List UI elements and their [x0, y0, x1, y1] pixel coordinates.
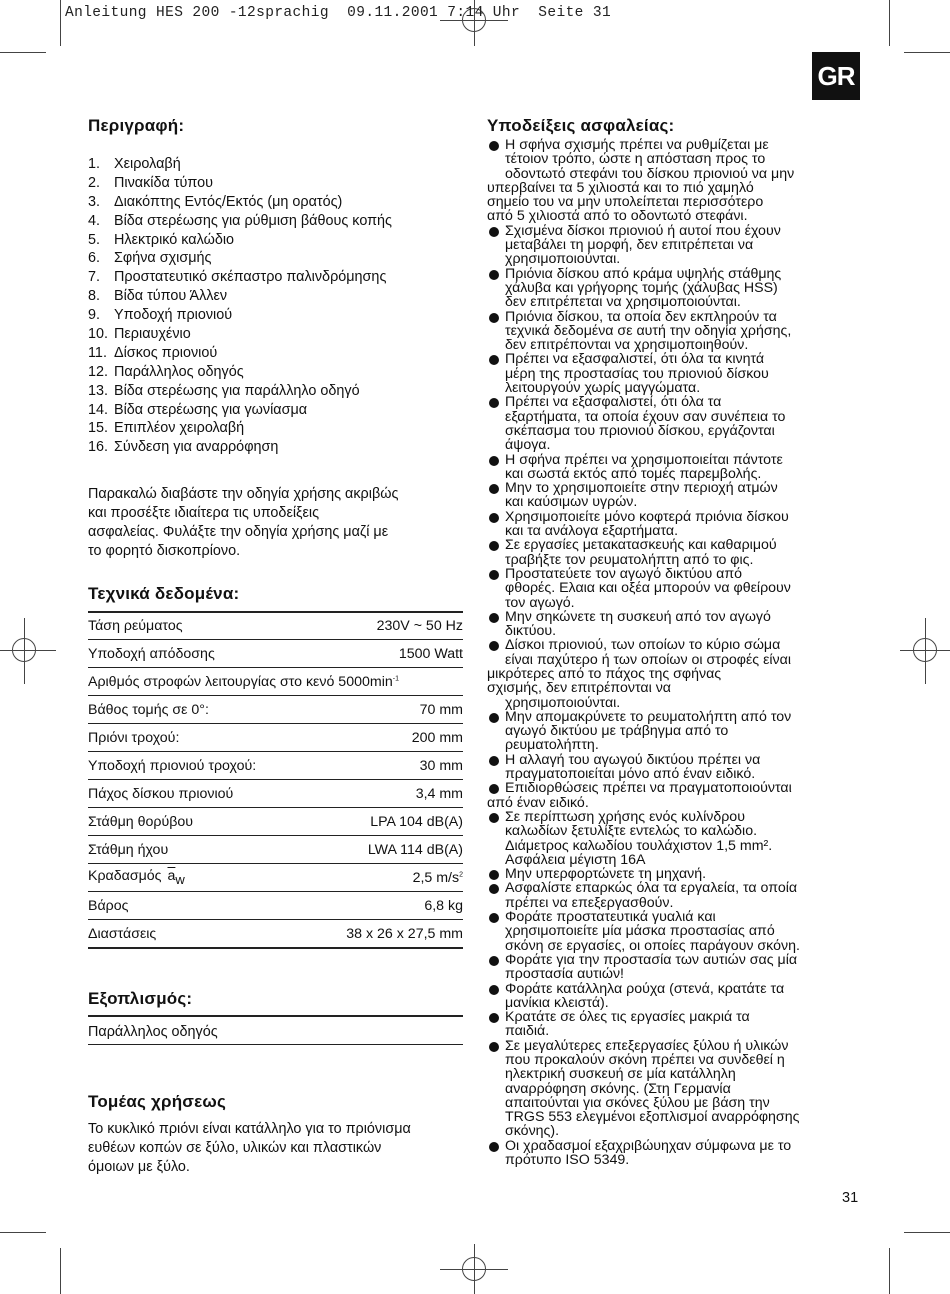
- crop-mark: [889, 1248, 890, 1294]
- text-line: Φοράτε προστατευτικά γυαλιά και: [505, 909, 716, 926]
- text-line: χρησιμοποιούνται.: [505, 694, 621, 711]
- bullet-icon: [489, 956, 499, 966]
- safety-item: [487, 1139, 862, 1168]
- text-line: Η σφήνα πρέπει να χρησιμοποιείται πάντοτε: [505, 451, 783, 468]
- text-line: Παρακαλώ διαβάστε την οδηγία χρήσης ακριβώς: [88, 486, 399, 503]
- safety-item: [487, 610, 862, 639]
- print-header: Anleitung HES 200 -12sprachig 09.11.2001 7:14 Uhr Seite 31: [65, 5, 612, 21]
- safety-item: [487, 1039, 862, 1139]
- bullet-icon: [489, 784, 499, 794]
- safety-item: [487, 138, 862, 181]
- list-item-number: 11.: [88, 344, 107, 361]
- spec-label: Στάθμη ήχου: [88, 841, 169, 858]
- safety-item: [487, 867, 862, 881]
- safety-item: [487, 953, 862, 982]
- text-line: υπερβαίνει τα 5 χιλιοστά και το πιό χαμηλό: [487, 179, 754, 196]
- text-line: πραγματοποιείται μόνο από έναν ειδικό.: [505, 766, 756, 783]
- text-line: τον αγωγό.: [505, 594, 575, 611]
- text-line: αναρρόφηση σκόνης. (Στη Γερμανία: [505, 1080, 731, 1097]
- spec-label: Τάση ρεύματος: [88, 618, 183, 635]
- text-line: ρευματολήπτη.: [505, 737, 599, 754]
- list-item: [88, 249, 463, 268]
- bullet-icon: [489, 513, 499, 523]
- list-item-text: Βίδα τύπου Άλλεν: [114, 288, 228, 305]
- text-line: σχισμής, δεν επιτρέπονται να: [487, 680, 671, 697]
- text-line: χάλυβα και γρήγορης τομής (χάλυβας HSS): [505, 279, 778, 296]
- text-line: Διάμετρος καλωδίου τουλάχιστον 1,5 mm².: [505, 837, 773, 854]
- list-item-number: 7.: [88, 269, 101, 286]
- list-item-number: 14.: [88, 401, 109, 418]
- list-item-text: Διακόπτης Εντός/Εκτός (μη ορατός): [114, 193, 343, 210]
- table-row: [88, 640, 463, 668]
- list-item-number: 6.: [88, 250, 101, 267]
- list-item: [88, 363, 463, 382]
- spec-value: 70 mm: [419, 701, 463, 718]
- text-line: και σωστά εκτός από τομές παρεμβολής.: [505, 465, 762, 482]
- text-line: καλωδίων ξετυλίξτε εντελώς το καλώδιο.: [505, 823, 758, 840]
- text-line: Το κυκλικό πριόνι είναι κατάλληλο για το πριόνισμα: [88, 1120, 411, 1137]
- text-line: χρησιμοποιούνται.: [505, 251, 621, 268]
- text-line: ηλεκτρική συσκευή σε μία κατάλληλη: [505, 1066, 736, 1083]
- bullet-icon: [489, 270, 499, 280]
- list-item-number: 12.: [88, 363, 109, 380]
- table-row: [88, 836, 463, 864]
- left-column: [88, 116, 463, 1177]
- text-line: τραβήξτε τον ρευματολήπτη από το φις.: [505, 551, 754, 568]
- text-line: από έναν ειδικό.: [487, 794, 589, 811]
- spec-value: 200 mm: [411, 729, 463, 746]
- text-line: άψογα.: [505, 437, 551, 454]
- safety-item: [487, 395, 862, 452]
- spec-value: 38 x 26 x 27,5 mm: [346, 925, 463, 942]
- crop-mark: [889, 0, 890, 46]
- text-line: και καύσιμων υγρών.: [505, 494, 638, 511]
- text-line: φθορές. Ελαια και οξέα μπορούν να φθείρουν: [505, 580, 791, 597]
- crop-mark: [440, 1269, 508, 1270]
- text-line: και προσέξτε ιδιαίτερα τις υποδείξεις: [88, 505, 320, 522]
- list-item-text: Δίσκος πριονιού: [114, 344, 218, 361]
- text-line: και τα ανάλογα εξαρτήματα.: [505, 523, 679, 540]
- text-line: Επιδιορθώσεις πρέπει να πραγματοποιούνται: [505, 780, 792, 797]
- crop-mark: [904, 1232, 950, 1233]
- safety-item: [487, 696, 862, 710]
- intro-paragraph: [88, 485, 463, 561]
- list-item-text: Ηλεκτρικό καλώδιο: [114, 231, 235, 248]
- safety-item: [487, 267, 862, 310]
- text-line: μικρότερες από το πάχος της σφήνας: [487, 665, 722, 682]
- list-item-text: Σύνδεση για αναρρόφηση: [114, 439, 279, 456]
- safety-item: [487, 667, 862, 696]
- bullet-icon: [489, 570, 499, 580]
- list-item-text: Βίδα στερέωσης για γωνίασμα: [114, 401, 308, 418]
- safety-item: [487, 982, 862, 1011]
- text-line: Μην σηκώνετε τη συσκευή από τον αγωγό: [505, 608, 771, 625]
- text-line: λειτουργούν χωρίς μαγγώματα.: [505, 380, 701, 397]
- list-item: [88, 344, 463, 363]
- text-line: εξαρτήματα, τα οποία έχουν σαν συνέπεια το: [505, 408, 786, 425]
- text-line: τέτοιον τρόπο, ώστε η απόσταση προς το: [505, 151, 766, 168]
- bullet-icon: [489, 756, 499, 766]
- text-line: Σχισμένα δίσκοι πριονιού ή αυτοί που έχουν: [505, 222, 781, 239]
- table-row: [88, 696, 463, 724]
- spec-value: 6,8 kg: [424, 897, 463, 914]
- text-line: Δίσκοι πριονιού, των οποίων το κύριο σώμα: [505, 637, 781, 654]
- table-row: [88, 780, 463, 808]
- text-line: Μην υπερφορτώνετε τη μηχανή.: [505, 866, 707, 883]
- spec-label: Στάθμη θορύβου: [88, 813, 194, 830]
- safety-list: [487, 138, 862, 1167]
- list-item-text: Πινακίδα τύπου: [114, 174, 213, 191]
- text-line: σκόνης).: [505, 1123, 560, 1140]
- spec-label: Διαστάσεις: [88, 925, 157, 942]
- registration-mark: [12, 638, 36, 662]
- text-line: ευθέων κοπών σε ξύλο, υλικών και πλαστικών: [88, 1139, 382, 1156]
- spec-label: Υποδοχή πριονιού τροχού:: [88, 757, 257, 774]
- crop-mark: [60, 0, 61, 46]
- safety-item: [487, 310, 862, 353]
- bullet-icon: [489, 355, 499, 365]
- list-item-text: Υποδοχή πριονιού: [114, 307, 233, 324]
- text-line: Πρέπει να εξασφαλιστεί, ότι όλα τα: [505, 394, 722, 411]
- list-item: [88, 382, 463, 401]
- safety-item: [487, 638, 862, 667]
- text-line: Πρέπει να εξασφαλιστεί, ότι όλα τα κινητά: [505, 351, 765, 368]
- safety-item: [487, 352, 862, 395]
- list-item: [88, 419, 463, 438]
- text-line: από 5 χιλιοστά από το οδοντωτό στεφάνι.: [487, 208, 748, 225]
- text-line: σκέπασμα του πριονιού δίσκου, εργάζονται: [505, 422, 775, 439]
- spec-value: 1500 Watt: [398, 645, 463, 662]
- spec-label: Αριθμός στροφών λειτουργίας στο κενό $5000\min^{-1}$: [88, 673, 399, 690]
- text-line: τεχνικά δεδομένα σε αυτή την οδηγία χρήσης,: [505, 322, 792, 339]
- bullet-icon: [489, 1142, 499, 1152]
- crop-mark: [60, 1248, 61, 1294]
- safety-item: [487, 181, 862, 224]
- text-line: δεν επιτρέπεται να χρησιμοποιούνται.: [505, 294, 741, 311]
- text-line: οδοντωτό στεφάνι του δίσκου πριονιού να μην: [505, 165, 795, 182]
- safety-item: [487, 881, 862, 910]
- text-line: Οι χραδασμοί εξαχριβώυηχαν σύμφωνα με το: [505, 1137, 792, 1154]
- table-row: [88, 892, 463, 920]
- bullet-icon: [489, 313, 499, 323]
- bullet-icon: [489, 456, 499, 466]
- bullet-icon: [489, 913, 499, 923]
- usage-paragraph: [88, 1120, 463, 1177]
- right-column: [487, 116, 862, 1167]
- spec-label: Κραδασμός $\overline{a}_w$: [88, 868, 185, 888]
- spec-label: Βάρος: [88, 897, 129, 914]
- list-item-number: 8.: [88, 288, 101, 305]
- safety-heading: Υποδείξεις ασφαλείας:: [487, 116, 675, 135]
- list-item-number: 1.: [88, 156, 101, 172]
- list-item-number: 2.: [88, 174, 101, 191]
- safety-item: [487, 796, 862, 810]
- text-line: Μην απομακρύνετε το ρευματολήπτη από τον: [505, 708, 792, 725]
- bullet-icon: [489, 641, 499, 651]
- spec-value: 30 mm: [419, 757, 463, 774]
- safety-item: [487, 710, 862, 753]
- safety-item: [487, 753, 862, 782]
- safety-item: [487, 810, 862, 867]
- list-item: [88, 193, 463, 212]
- list-item-text: Βίδα στερέωσης για παράλληλο οδηγό: [114, 382, 360, 399]
- registration-mark: [913, 638, 937, 662]
- bullet-icon: [489, 227, 499, 237]
- text-line: Η σφήνα σχισμής πρέπει να ρυθμίζεται με: [505, 137, 769, 153]
- text-line: Ασφαλίστε επαρκώς όλα τα εργαλεία, τα οποία: [505, 880, 798, 897]
- description-heading: Περιγραφή:: [88, 116, 185, 135]
- safety-item: [487, 781, 862, 795]
- bullet-icon: [489, 1042, 499, 1052]
- usage-heading: Τομέας χρήσεως: [88, 1091, 226, 1111]
- text-line: μέρη της προστασίας του πριονιού δίσκου: [505, 365, 769, 382]
- bullet-icon: [489, 713, 499, 723]
- text-line: Η αλλαγή του αγωγού δικτύου πρέπει να: [505, 751, 761, 768]
- safety-item: [487, 453, 862, 482]
- text-line: που προκαλούν σκόνη πρέπει να συνδεθεί η: [505, 1052, 785, 1068]
- list-item-text: Βίδα στερέωσης για ρύθμιση βάθους κοπής: [114, 212, 392, 229]
- parts-list: [88, 155, 463, 457]
- table-row: [88, 724, 463, 752]
- text-line: Ασφάλεια μέγιστη 16A: [505, 851, 646, 868]
- list-item: [88, 268, 463, 287]
- bullet-icon: [489, 1013, 499, 1023]
- text-line: αγωγό δικτύου με τράβηγμα από το: [505, 723, 729, 740]
- list-item: [88, 155, 463, 174]
- list-item-number: 13.: [88, 382, 109, 399]
- page-number: 31: [842, 1190, 859, 1206]
- list-item-text: Χειρολαβή: [114, 156, 181, 172]
- safety-item: [487, 567, 862, 610]
- table-row: [88, 752, 463, 780]
- crop-mark: [0, 52, 46, 53]
- table-row: [88, 864, 463, 892]
- spec-label: Υποδοχή απόδοσης: [88, 645, 215, 662]
- safety-item: [487, 910, 862, 953]
- text-line: Σε μεγαλύτερες επεξεργασίες ξύλου ή υλικών: [505, 1037, 789, 1054]
- text-line: Κρατάτε σε όλες τις εργασίες μακριά τα: [505, 1009, 750, 1026]
- text-line: το φορητό δισκοπρίονο.: [88, 542, 241, 559]
- crop-mark: [0, 1232, 46, 1233]
- text-line: παιδιά.: [505, 1023, 550, 1040]
- bullet-icon: [489, 541, 499, 551]
- text-line: πρότυπο ISO 5349.: [505, 1152, 630, 1169]
- technical-data-table: [88, 611, 463, 949]
- text-line: είναι παχύτερο ή των οποίων οι στροφές είναι: [505, 651, 792, 668]
- list-item-text: Προστατευτικό σκέπαστρο παλινδρόμησης: [114, 269, 387, 286]
- list-item-text: Επιπλέον χειρολαβή: [114, 420, 245, 437]
- bullet-icon: [489, 398, 499, 408]
- safety-item: [487, 538, 862, 567]
- text-line: Μην το χρησιμοποιείτε στην περιοχή ατμών: [505, 480, 778, 497]
- text-line: απαιτούνται για σκόνες ξύλου με βάση την: [505, 1094, 770, 1111]
- safety-item: [487, 1010, 862, 1039]
- safety-item: [487, 481, 862, 510]
- list-item: [88, 174, 463, 193]
- safety-item: [487, 510, 862, 539]
- list-item: [88, 438, 463, 457]
- bullet-icon: [489, 813, 499, 823]
- text-line: TRGS 553 ελεγμένοι εξοπλισμοί αναρρόφησης: [505, 1109, 800, 1126]
- table-row: [88, 808, 463, 836]
- text-line: δεν επιτρέπονται να χρησιμοποιηθούν.: [505, 337, 749, 354]
- list-item-number: 4.: [88, 212, 101, 229]
- text-line: Προστατεύετε τον αγωγό δικτύου από: [505, 565, 743, 582]
- spec-label: Πάχος δίσκου πριονιού: [88, 785, 234, 802]
- bullet-icon: [489, 613, 499, 623]
- text-line: Χρησιμοποιείτε μόνο κοφτερά πριόνια δίσκου: [505, 508, 789, 525]
- text-line: ασφαλείας. Φυλάξτε την οδηγία χρήσης μαζί με: [88, 524, 389, 541]
- crop-mark: [904, 52, 950, 53]
- list-item-number: 15.: [88, 420, 109, 437]
- spec-value: 3,4 mm: [415, 785, 463, 802]
- list-item-number: 3.: [88, 193, 101, 210]
- spec-value: LWA 114 dB(A): [367, 841, 463, 858]
- bullet-icon: [489, 870, 499, 880]
- list-item: [88, 212, 463, 231]
- table-row: [88, 612, 463, 640]
- text-line: σκόνη σε εργασίες, οι οποίες παράγουν σκόνη.: [505, 937, 800, 954]
- list-item: [88, 287, 463, 306]
- text-line: μανίκια κλειστά).: [505, 994, 609, 1011]
- list-item-text: Παράλληλος οδηγός: [114, 363, 244, 380]
- text-line: δικτύου.: [505, 623, 557, 640]
- table-row: [88, 668, 463, 696]
- text-line: Φοράτε για την προστασία των αυτιών σας μία: [505, 951, 798, 968]
- safety-item: [487, 224, 862, 267]
- text-line: Φοράτε κατάλληλα ρούχα (στενά, κρατάτε τα: [505, 980, 785, 997]
- list-item-text: Περιαυχένιο: [114, 326, 191, 343]
- spec-value: 2,5 $m/s^2$: [412, 869, 463, 886]
- equipment-heading: Εξοπλισμός:: [88, 988, 193, 1008]
- equipment-item: Παράλληλος οδηγός: [88, 1015, 463, 1045]
- list-item: [88, 401, 463, 420]
- list-item-number: 16.: [88, 439, 109, 456]
- list-item: [88, 325, 463, 344]
- text-line: Πριόνια δίσκου, τα οποία δεν εκπληρούν τα: [505, 308, 777, 325]
- language-badge: GR: [812, 52, 860, 100]
- spec-value: 230V ~ 50 Hz: [376, 618, 463, 635]
- text-line: σημείο του να μην υπολείπεται περισσότερο: [487, 194, 764, 211]
- list-item-number: 10.: [88, 326, 109, 343]
- list-item-number: 9.: [88, 307, 101, 324]
- list-item-number: 5.: [88, 231, 101, 248]
- text-line: χρησιμοποιείτε μία μάσκα προστασίας από: [505, 923, 775, 940]
- text-line: Σε περίπτωση χρήσης ενός κυλίνδρου: [505, 808, 745, 825]
- text-line: μεταβάλει τη μορφή, δεν επιτρέπεται να: [505, 237, 754, 254]
- list-item-text: Σφήνα σχισμής: [114, 250, 212, 267]
- list-item: [88, 231, 463, 250]
- table-row: [88, 920, 463, 948]
- bullet-icon: [489, 141, 499, 151]
- text-line: Σε εργασίες μετακατασκευής και καθαριμού: [505, 537, 777, 554]
- spec-value: LPA 104 dB(A): [370, 813, 463, 830]
- text-line: Πριόνια δίσκου από κράμα υψηλής στάθμης: [505, 265, 782, 282]
- technical-data-heading: Τεχνικά δεδομένα:: [88, 583, 240, 603]
- text-line: πρέπει να επεξεργασθούν.: [505, 894, 674, 911]
- text-line: προστασία αυτιών!: [505, 966, 624, 983]
- bullet-icon: [489, 985, 499, 995]
- bullet-icon: [489, 484, 499, 494]
- spec-label: Βάθος τομής σε 0°:: [88, 701, 209, 718]
- spec-label: Πριόνι τροχού:: [88, 729, 180, 746]
- list-item: [88, 306, 463, 325]
- bullet-icon: [489, 884, 499, 894]
- text-line: όμοιων με ξύλο.: [88, 1158, 190, 1175]
